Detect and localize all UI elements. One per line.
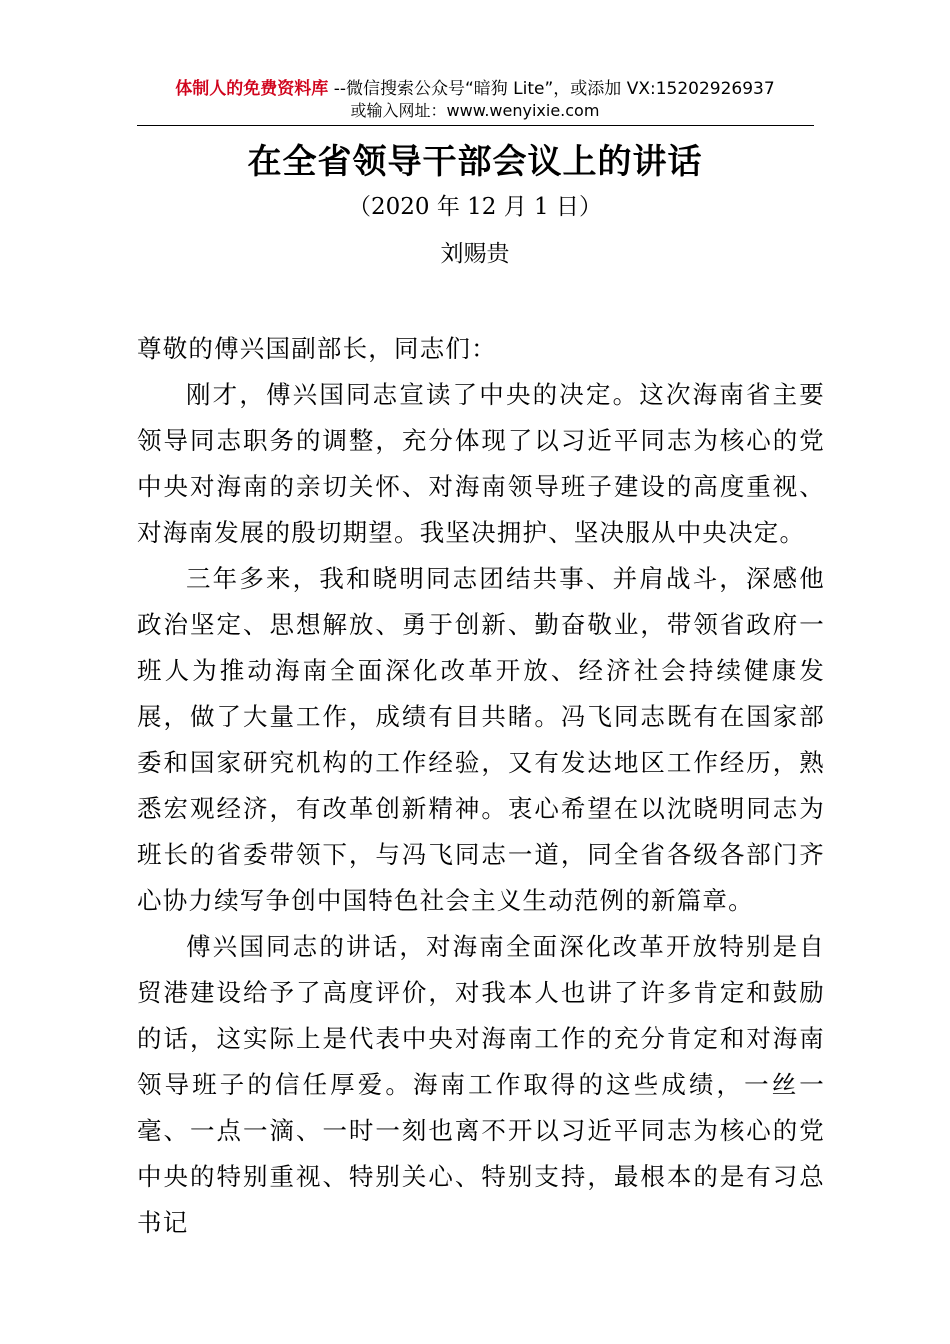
page-header	[0, 78, 950, 122]
paragraph: 傅兴国同志的讲话，对海南全面深化改革开放特别是自贸港建设给予了高度评价，对我本人也讲了许多肯定和鼓励的话，这实际上是代表中央对海南工作的充分肯定和对海南领导班子的信任厚爱。海南工作取得的这些成绩，一丝一毫、一点一滴、一时一刻也离不开以习近平同志为核心的党中央的特别重视、特别关心、特别支持，最根本的是有习总书记	[137, 932, 825, 1237]
header-line-1	[0, 78, 950, 100]
header-divider	[137, 125, 814, 126]
header-website: 或输入网址：www.wenyixie.com	[350, 101, 600, 120]
paragraph: 刚才，傅兴国同志宣读了中央的决定。这次海南省主要领导同志职务的调整，充分体现了以习近平同志为核心的党中央对海南的亲切关怀、对海南领导班子建设的高度重视、对海南发展的殷切期望。我坚决拥护、坚决服从中央决定。	[137, 380, 825, 547]
paragraph: 三年多来，我和晓明同志团结共事、并肩战斗，深感他政治坚定、思想解放、勇于创新、勤奋敬业，带领省政府一班人为推动海南全面深化改革开放、经济社会持续健康发展，做了大量工作，成绩有目共睹。冯飞同志既有在国家部委和国家研究机构的工作经验，又有发达地区工作经历，熟悉宏观经济，有改革创新精神。衷心希望在以沈晓明同志为班长的省委带领下，与冯飞同志一道，同全省各级各部门齐心协力续写争创中国特色社会主义生动范例的新篇章。	[137, 564, 825, 915]
salutation: 尊敬的傅兴国副部长，同志们：	[137, 334, 497, 363]
document-title: 在全省领导干部会议上的讲话	[247, 142, 703, 182]
document-date: （2020 年 12 月 1 日）	[348, 194, 602, 220]
header-wechat-text: --微信搜索公众号“暗狗 Lite”，或添加 VX:15202926937	[328, 79, 775, 99]
document-body	[137, 326, 825, 1246]
document-author: 刘赐贵	[440, 241, 510, 267]
header-brand: 体制人的免费资料库	[175, 79, 329, 99]
